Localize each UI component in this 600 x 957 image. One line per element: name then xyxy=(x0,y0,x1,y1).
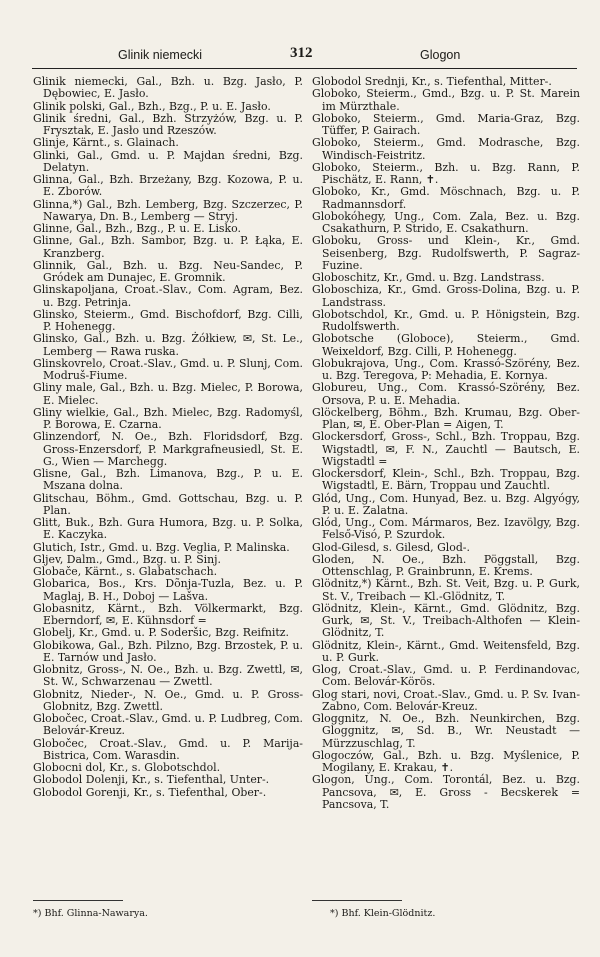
gazetteer-entry: Glinskapoljana, Croat.-Slav., Com. Agram, Bez. u. Bzg. Petrinja. xyxy=(33,283,303,309)
gazetteer-entry: Gloden, N. Oe., Bzh. Pöggstall, Bzg. Ottenschlag, P. Grainbrunn, E. Krems. xyxy=(312,552,580,578)
gazetteer-entry: Gliny wielkie, Gal., Bzh. Mielec, Bzg. Radomyśl, P. Borowa, E. Czarna. xyxy=(33,405,303,431)
header-rule xyxy=(32,68,577,69)
gazetteer-entry: Globoku, Gross- und Klein-, Kr., Gmd. Seisenberg, Bzg. Rudolfswerth, P. Sagraz-Fuzine. xyxy=(312,234,580,272)
gazetteer-entry: Globoko, Steierm., Gmd. Maria-Graz, Bzg. Tüffer, P. Gairach. xyxy=(312,111,580,137)
gazetteer-entry: Glinik niemecki, Gal., Bzh. u. Bzg. Jasło, P. Dębowiec, E. Jasło. xyxy=(33,75,303,101)
gazetteer-entry: Glockersdorf, Gross-, Schl., Bzh. Troppau, Bzg. Wigstadtl, ✉, F. N., Zauchtl — Bautsch, E. Wigstadtl = xyxy=(312,430,580,468)
gazetteer-entry: Glód, Ung., Com. Hunyad, Bez. u. Bzg. Algyógy, P. u. E. Zalatna. xyxy=(312,491,580,517)
gazetteer-entry: Glitt, Buk., Bzh. Gura Humora, Bzg. u. P. Solka, E. Kaczyka. xyxy=(33,516,303,542)
gazetteer-entry: Glinje, Kärnt., s. Glainach. xyxy=(33,136,179,150)
gazetteer-entry: Globoko, Kr., Gmd. Möschnach, Bzg. u. P. Radmannsdorf. xyxy=(312,185,580,211)
footnote-separator-right xyxy=(312,900,402,901)
gazetteer-entry: Globoschiza, Kr., Gmd. Gross-Dolina, Bzg. u. P. Landstrass. xyxy=(312,283,580,309)
gazetteer-entry: Globoko, Steierm., Gmd., Bzg. u. P. St. Marein im Mürzthale. xyxy=(312,87,580,113)
gazetteer-entry: Globoko, Steierm., Bzh. u. Bzg. Rann, P. Pischätz, E. Rann, ✝. xyxy=(312,160,580,186)
gazetteer-entry: Gloggnitz, N. Oe., Bzh. Neunkirchen, Bzg. Gloggnitz, ✉, Sd. B., Wr. Neustadt — Mürzzuschlag, T. xyxy=(312,712,580,750)
left-column xyxy=(33,76,303,799)
gazetteer-entry: Globnitz, Nieder-, N. Oe., Gmd. u. P. Gross-Globnitz, Bzg. Zwettl. xyxy=(33,687,303,713)
gazetteer-entry: Glinzendorf, N. Oe., Bzh. Floridsdorf, Bzg. Gross-Enzersdorf, P. Markgrafneusiedl, St. E. G., Wien — Marchegg. xyxy=(33,430,303,468)
gazetteer-entry: Globodol Dolenji, Kr., s. Tiefenthal, Unter-. xyxy=(33,773,270,787)
gazetteer-entry: Glöckelberg, Böhm., Bzh. Krumau, Bzg. Ober-Plan, ✉, E. Ober-Plan = Aigen, T. xyxy=(312,405,580,431)
gazetteer-entry: Glödnitz,*) Kärnt., Bzh. St. Veit, Bzg. u. P. Gurk, St. V., Treibach — Kl.-Glödnitz, T. xyxy=(312,577,580,603)
gazetteer-entry: Gljev, Dalm., Gmd., Bzg. u. P. Sinj. xyxy=(33,552,222,566)
gazetteer-entry: Glog stari, novi, Croat.-Slav., Gmd. u. P. Sv. Ivan-Zabno, Com. Belovár-Kreuz. xyxy=(312,687,580,713)
gazetteer-entry: Glinne, Gal., Bzh. Sambor, Bzg. u. P. Łąka, E. Kranzberg. xyxy=(33,234,303,260)
gazetteer-entry: Glisne, Gal., Bzh. Limanova, Bzg., P. u. E. Mszana dolna. xyxy=(33,467,303,493)
gazetteer-entry: Globarica, Bos., Krs. Dõnja-Tuzla, Bez. u. P. Maglaj, B. H., Doboj — Lašva. xyxy=(33,577,303,603)
gazetteer-entry: Globukrajova, Ung., Com. Krassó-Szörény, Bez. u. Bzg. Teregova, P: Mehadia, E. Kornya. xyxy=(312,356,580,382)
gazetteer-entry: Glutich, Istr., Gmd. u. Bzg. Veglia, P. Malinska. xyxy=(33,540,290,554)
gazetteer-entry: Globotschdol, Kr., Gmd. u. P. Hönigstein, Bzg. Rudolfswerth. xyxy=(312,307,580,333)
gazetteer-entry: Glinnik, Gal., Bzh. u. Bzg. Neu-Sandec, P. Gródek am Dunajec, E. Gromnik. xyxy=(33,258,303,284)
gazetteer-entry: Globodol Srednji, Kr., s. Tiefenthal, Mitter-. xyxy=(312,75,552,88)
gazetteer-entry: Glinskovrelo, Croat.-Slav., Gmd. u. P. Slunj, Com. Modruš-Fiume. xyxy=(33,356,303,382)
gazetteer-entry: Glód, Ung., Com. Mármaros, Bez. Izavölgy, Bzg. Felső-Visó, P. Szurdok. xyxy=(312,516,580,542)
gazetteer-entry: Glinsko, Steierm., Gmd. Bischofdorf, Bzg. Cilli, P. Hohenegg. xyxy=(33,307,303,333)
gazetteer-entry: Glitschau, Böhm., Gmd. Gottschau, Bzg. u. P. Plan. xyxy=(33,491,303,517)
gazetteer-entry: Glödnitz, Klein-, Kärnt., Gmd. Weitensfeld, Bzg. u. P. Gurk. xyxy=(312,638,580,664)
gazetteer-entry: Glinna, Gal., Bzh. Brzeżany, Bzg. Kozowa, P. u. E. Zborów. xyxy=(33,173,303,199)
gazetteer-entry: Globočec, Croat.-Slav., Gmd. u. P. Ludbreg, Com. Belovár-Kreuz. xyxy=(33,712,303,738)
gazetteer-entry: Gliny male, Gal., Bzh. u. Bzg. Mielec, P. Borowa, E. Mielec. xyxy=(33,381,303,407)
gazetteer-entry: Glinik średni, Gal., Bzh. Strzyżów, Bzg. u. P. Frysztak, E. Jasło und Rzeszów. xyxy=(33,111,303,137)
gazetteer-entry: Globelj, Kr., Gmd. u. P. Soderšic, Bzg. Reifnitz. xyxy=(33,626,289,640)
gazetteer-entry: Glinna,*) Gal., Bzh. Lemberg, Bzg. Szczerzec, P. Nawarya, Dn. B., Lemberg — Stryj. xyxy=(33,197,303,223)
gazetteer-entry: Globočec, Croat.-Slav., Gmd. u. P. Marija-Bistrica, Com. Warasdin. xyxy=(33,736,303,762)
gazetteer-entry: Globocni dol, Kr., s. Globotschdol. xyxy=(33,761,221,774)
footnote-left: *) Bhf. Glinna-Nawarya. xyxy=(33,908,148,919)
gazetteer-entry: Globače, Kärnt., s. Glabatschach. xyxy=(33,565,218,578)
gazetteer-entry: Glogoczów, Gal., Bzh. u. Bzg. Myślenice, P. Mogilany, E. Krakau, ✝. xyxy=(312,748,580,774)
header-right-term: Glogon xyxy=(420,48,461,62)
gazetteer-entry: Globnitz, Gross-, N. Oe., Bzh. u. Bzg. Zwettl, ✉, St. W., Schwarzenau — Zwettl. xyxy=(33,663,303,689)
gazetteer-entry: Glogon, Ung., Com. Torontál, Bez. u. Bzg. Pancsova, ✉, E. Gross - Becskerek = Pancsova, T. xyxy=(312,773,580,811)
gazetteer-entry: Globoschitz, Kr., Gmd. u. Bzg. Landstrass. xyxy=(312,271,545,284)
gazetteer-entry: Globikowa, Gal., Bzh. Pilzno, Bzg. Brzostek, P. u. E. Tarnów und Jasło. xyxy=(33,638,303,664)
gazetteer-entry: Globotsche (Globoce), Steierm., Gmd. Weixeldorf, Bzg. Cilli, P. Hohenegg. xyxy=(312,332,580,358)
gazetteer-entry: Glinsko, Gal., Bzh. u. Bzg. Żółkiew, ✉, St. Le., Lemberg — Rawa ruska. xyxy=(33,332,303,358)
gazetteer-entry: Glockersdorf, Klein-, Schl., Bzh. Troppau, Bzg. Wigstadtl, E. Bärn, Troppau und Zauchtl. xyxy=(312,467,580,493)
gazetteer-entry: Globasnitz, Kärnt., Bzh. Völkermarkt, Bzg. Eberndorf, ✉, E. Kühnsdorf = xyxy=(33,601,303,627)
header-left-term: Glinik niemecki xyxy=(118,48,203,62)
gazetteer-entry: Glinik polski, Gal., Bzh., Bzg., P. u. E. Jasło. xyxy=(33,99,271,113)
footnote-separator-left xyxy=(33,900,123,901)
gazetteer-entry: Glod-Gilesd, s. Gilesd, Glod-. xyxy=(312,540,470,554)
page-header xyxy=(0,44,600,66)
gazetteer-entry: Globokóhegy, Ung., Com. Zala, Bez. u. Bzg. Csakathurn, P. Strido, E. Csakathurn. xyxy=(312,209,580,235)
gazetteer-entry: Glog, Croat.-Slav., Gmd. u. P. Ferdinandovac, Com. Belovár-Körös. xyxy=(312,663,580,689)
gazetteer-entry: Glinne, Gal., Bzh., Bzg., P. u. E. Lisko. xyxy=(33,222,241,235)
page-number: 312 xyxy=(290,45,313,61)
gazetteer-entry: Globureu, Ung., Com. Krassó-Szörény, Bez. Orsova, P. u. E. Mehadia. xyxy=(312,381,580,407)
gazetteer-entry: Glödnitz, Klein-, Kärnt., Gmd. Glödnitz, Bzg. Gurk, ✉, St. V., Treibach-Althofen — Klein-Glödnitz, T. xyxy=(312,601,580,640)
gazetteer-entry: Glinki, Gal., Gmd. u. P. Majdan średni, Bzg. Delatyn. xyxy=(33,148,303,174)
right-column xyxy=(312,76,580,811)
footnote-right: *) Bhf. Klein-Glödnitz. xyxy=(330,908,436,919)
gazetteer-entry: Globoko, Steierm., Gmd. Modrasche, Bzg. Windisch-Feistritz. xyxy=(312,136,580,162)
gazetteer-entry: Globodol Gorenji, Kr., s. Tiefenthal, Ober-. xyxy=(33,785,267,799)
